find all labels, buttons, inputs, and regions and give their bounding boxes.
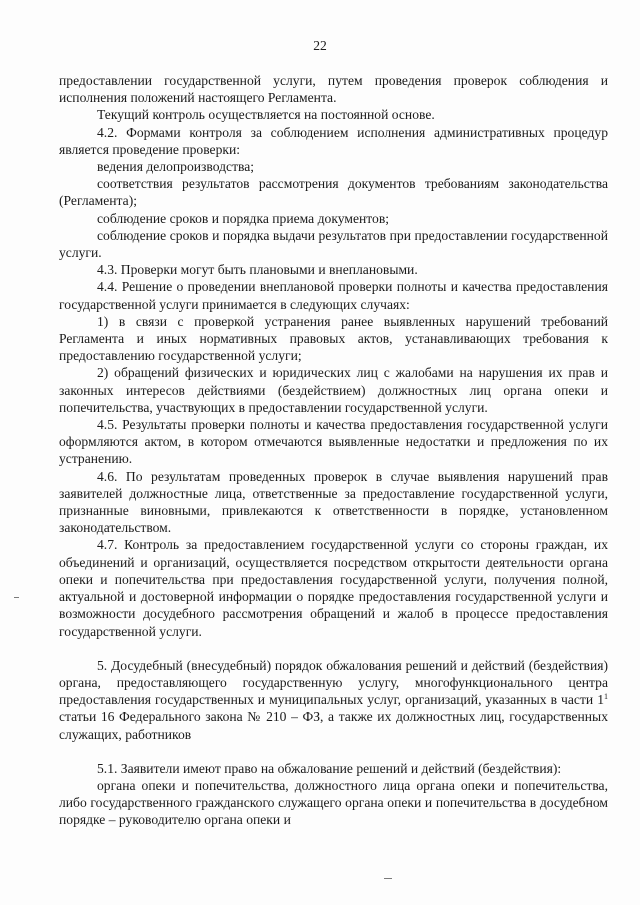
paragraph: соответствия результатов рассмотрения документов требованиям законодательства (Регламента); bbox=[59, 176, 608, 209]
section-4-text bbox=[59, 72, 608, 640]
paragraph: органа опеки и попечительства, должностного лица органа опеки и попечительства, либо государственного гражданского служащего органа опеки и попечительства в досудебном порядке – руководителю органа опеки и bbox=[59, 777, 608, 828]
paragraph: 1) в связи с проверкой устранения ранее выявленных нарушений требований Регламента и иных нормативных правовых актов, устанавливающих требования к предоставлению государственной услуги; bbox=[59, 313, 608, 364]
superscript: 1 bbox=[604, 692, 608, 702]
paragraph: 5.1. Заявители имеют право на обжалование решений и действий (бездействия): bbox=[97, 760, 562, 776]
paragraph: предоставлении государственной услуги, путем проведения проверок соблюдения и исполнения положений настоящего Регламента. bbox=[59, 73, 608, 106]
document-body bbox=[59, 72, 608, 829]
paragraph: соблюдение сроков и порядка выдачи результатов при предоставлении государственной услуги. bbox=[59, 227, 608, 261]
paragraph: 4.3. Проверки могут быть плановыми и внеплановыми. bbox=[97, 262, 418, 278]
paragraph: ведения делопроизводства; bbox=[97, 159, 255, 175]
scan-mark bbox=[384, 878, 392, 879]
paragraph: 2) обращений физических и юридических лиц с жалобами на нарушения их прав и законных интересов действиями (бездействием) должностных лиц органа опеки и попечительства, участвующих в предоставлении государственной услуги. bbox=[59, 365, 608, 415]
scan-mark bbox=[14, 597, 19, 598]
paragraph: 4.5. Результаты проверки полноты и качества предоставления государственной услуги оформляются актом, в котором отмечаются выявленные недостатки и предложения по их устранению. bbox=[59, 417, 608, 467]
section-5-heading bbox=[59, 657, 608, 743]
paragraph: 4.7. Контроль за предоставлением государственной услуги со стороны граждан, их объединений и организаций, осуществляется посредством открытости деятельности органа опеки и попечительства при предоставления государственной услуги, получения полной, актуальной и достоверной информации о порядке предоставления государственной услуги и возможности досудебного рассмотрения обращений и жалоб в процессе предоставления государственной услуги. bbox=[59, 537, 608, 639]
paragraph: 4.6. По результатам проведенных проверок в случае выявления нарушений прав заявителей должностные лица, ответственные за предоставление государственной услуги, признанные виновными, привлекаются к ответственности в порядке, установленном законодательством. bbox=[59, 468, 608, 536]
section-5-heading-text-end: статьи 16 Федерального закона № 210 – ФЗ, а также их должностных лиц, государственных служащих, работников bbox=[59, 709, 608, 742]
paragraph: Текущий контроль осуществляется на постоянной основе. bbox=[97, 107, 435, 123]
page-number: 22 bbox=[313, 38, 327, 53]
paragraph: 4.4. Решение о проведении внеплановой проверки полноты и качества предоставления государственной услуги принимается в следующих случаях: bbox=[59, 279, 608, 312]
paragraph: соблюдение сроков и порядка приема документов; bbox=[97, 210, 390, 226]
section-5-heading-text: 5. Досудебный (внесудебный) порядок обжалования решений и действий (бездействия) органа, предоставляющего государственную услугу, многофункционального центра предоставления государственных и муниципальных услуг, организаций, указанных в части 1 bbox=[59, 657, 608, 708]
paragraph: 4.2. Формами контроля за соблюдением исполнения административных процедур является проведение проверки: bbox=[59, 124, 608, 157]
section-5-1-text bbox=[59, 760, 608, 829]
